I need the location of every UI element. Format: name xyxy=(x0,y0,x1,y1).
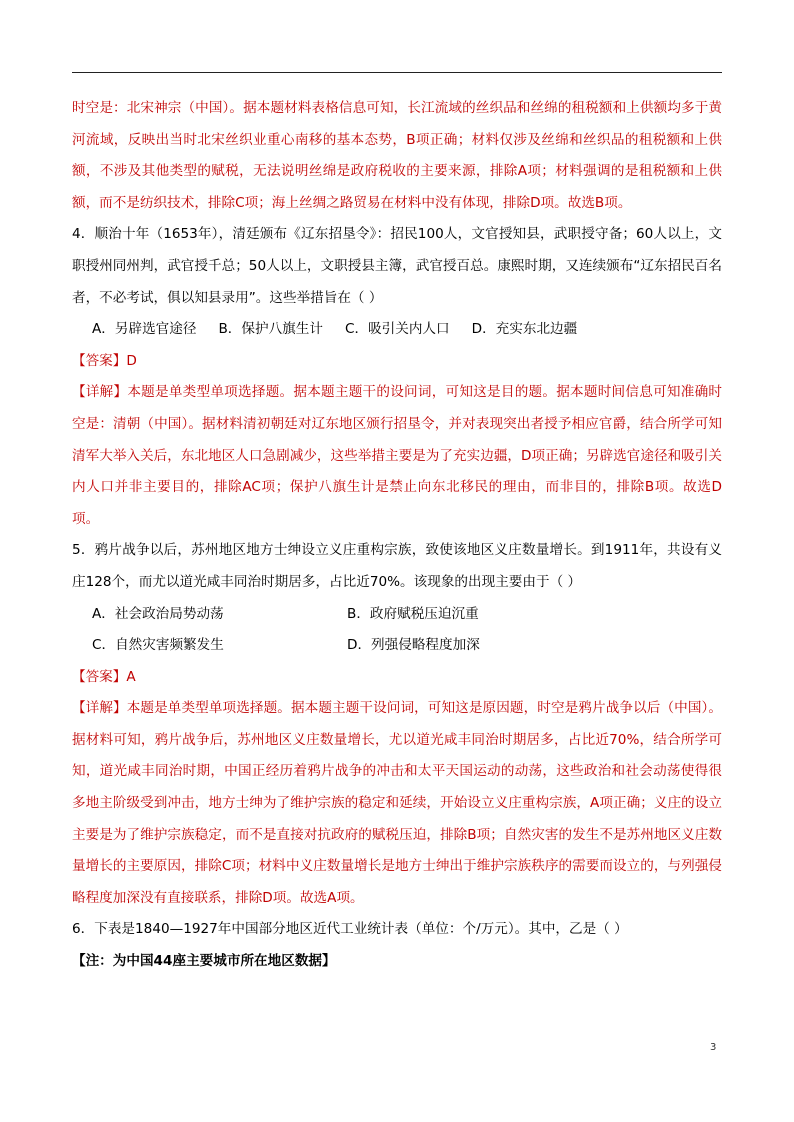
q4-options xyxy=(72,314,722,346)
q5-options xyxy=(72,599,722,662)
q5-stem: 5．鸦片战争以后，苏州地区地方士绅设立义庄重构宗族，致使该地区义庄数量增长。到1911年，共设有义庄128个，而尤以道光咸丰同治时期居多，占比近70%。该现象的出现主要由于（ ） xyxy=(72,542,722,590)
q5-option-c: C．自然灾害频繁发生 xyxy=(92,637,224,654)
page-number: 3 xyxy=(710,1042,717,1053)
prev-explanation: 时空是：北宋神宗（中国）。据本题材料表格信息可知，长江流域的丝织品和丝绵的租税额和上供额均多于黄河流域，反映出当时北宋丝织业重心南移的基本态势，B项正确；材料仅涉及丝绵和丝织品的租税额和上供额，不涉及其他类型的赋税，无法说明丝绵是政府税收的主要来源，排除A项；材料强调的是租税额和上供额，而不是纺织技术，排除C项；海上丝绸之路贸易在材料中没有体现，排除D项。故选B项。 xyxy=(72,100,722,211)
q6-note: 【注：为中国44座主要城市所在地区数据】 xyxy=(72,953,336,970)
question-6 xyxy=(72,914,722,977)
page-content xyxy=(72,93,722,978)
q4-option-d: D．充实东北边疆 xyxy=(471,321,578,338)
q5-option-d: D．列强侵略程度加深 xyxy=(347,637,480,654)
q4-option-b: B．保护八旗生计 xyxy=(218,321,323,338)
q5-explanation: 【详解】本题是单类型单项选择题。据本题主题干设问词，可知这是原因题，时空是鸦片战争以后（中国）。据材料可知，鸦片战争后，苏州地区义庄数量增长，尤以道光咸丰同治时期居多，占比近70%，结合所学可知，道光咸丰同治时期，中国正经历着鸦片战争的冲击和太平天国运动的动荡，这些政治和社会动荡使得很多地主阶级受到冲击，地方士绅为了维护宗族的稳定和延续，开始设立义庄重构宗族，A项正确；义庄的设立主要是为了维护宗族稳定，而不是直接对抗政府的赋税压迫，排除B项；自然灾害的发生不是苏州地区义庄数量增长的主要原因，排除C项；材料中义庄数量增长是地方士绅出于维护宗族秩序的需要而设立的，与列强侵略程度加深没有直接联系，排除D项。故选A项。 xyxy=(72,700,722,906)
q5-option-a: A．社会政治局势动荡 xyxy=(92,605,224,622)
q4-stem: 4．顺治十年（1653年），清廷颁布《辽东招垦令》：招民100人，文官授知县，武职授守备；60人以上，文职授州同州判，武官授千总；50人以上，文职授县主簿，武官授百总。康熙时期，又连续颁布“辽东招民百名者，不必考试，俱以知县录用”。这些举措旨在（ ） xyxy=(72,226,722,306)
q4-explanation: 【详解】本题是单类型单项选择题。据本题主题干的设问词，可知这是目的题。据本题时间信息可知准确时空是：清朝（中国）。据材料清初朝廷对辽东地区颁行招垦令，并对表现突出者授予相应官爵，结合所学可知清军大举入关后，东北地区人口急剧减少，这些举措主要是为了充实边疆，D项正确；另辟选官途径和吸引关内人口并非主要目的，排除AC项；保护八旗生计是禁止向东北移民的理由，而非目的，排除B项。故选D项。 xyxy=(72,384,722,527)
header-rule xyxy=(72,72,722,73)
q5-answer: 【答案】A xyxy=(72,668,136,685)
question-4 xyxy=(72,219,722,535)
q5-option-b: B．政府赋税压迫沉重 xyxy=(347,605,479,622)
q6-stem: 6．下表是1840—1927年中国部分地区近代工业统计表（单位：个/万元）。其中，乙是（ ） xyxy=(72,921,628,938)
q4-option-a: A．另辟选官途径 xyxy=(92,321,197,338)
question-5 xyxy=(72,535,722,914)
q4-option-c: C．吸引关内人口 xyxy=(344,321,450,338)
q4-answer: 【答案】D xyxy=(72,352,137,369)
